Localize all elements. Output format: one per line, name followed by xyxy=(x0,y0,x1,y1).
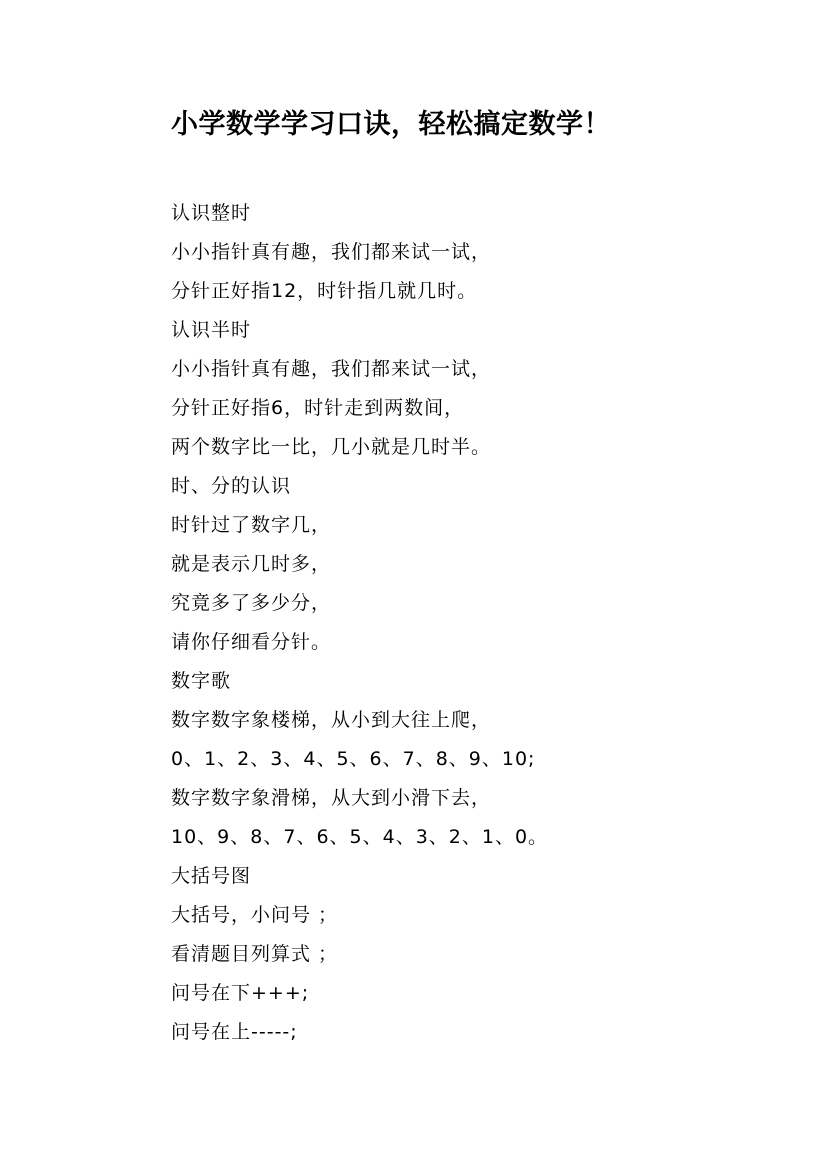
text-line: 请你仔细看分针。 xyxy=(171,631,332,653)
text-line: 数字歌 xyxy=(171,670,232,692)
text-line: 大括号图 xyxy=(171,865,252,887)
document-body xyxy=(171,196,771,1054)
text-line: 究竟多了多少分， xyxy=(171,592,332,614)
text-line: 认识整时 xyxy=(171,202,252,224)
text-line: 就是表示几时多， xyxy=(171,553,332,575)
document-title: 小学数学学习口诀，轻松搞定数学！ xyxy=(171,109,611,140)
text-line: 数字数字象滑梯，从大到小滑下去， xyxy=(171,787,492,809)
text-line: 小小指针真有趣，我们都来试一试， xyxy=(171,358,492,380)
text-line: 分针正好指6，时针走到两数间， xyxy=(171,397,465,419)
text-line: 问号在下+++; xyxy=(171,982,310,1004)
text-line: 0、1、2、3、4、5、6、7、8、9、10; xyxy=(171,748,536,770)
text-line: 认识半时 xyxy=(171,319,252,341)
text-line: 大括号，小问号 ； xyxy=(171,904,339,926)
text-line: 时针过了数字几， xyxy=(171,514,332,536)
text-line: 两个数字比一比，几小就是几时半。 xyxy=(171,436,492,458)
text-line: 分针正好指12，时针指几就几时。 xyxy=(171,280,478,302)
text-line: 问号在上-----; xyxy=(171,1021,298,1043)
text-line: 10、9、8、7、6、5、4、3、2、1、0。 xyxy=(171,826,549,848)
text-line: 数字数字象楼梯，从小到大往上爬， xyxy=(171,709,492,731)
text-line: 看清题目列算式 ； xyxy=(171,943,339,965)
text-line: 小小指针真有趣，我们都来试一试， xyxy=(171,241,492,263)
text-line: 时、分的认识 xyxy=(171,475,292,497)
